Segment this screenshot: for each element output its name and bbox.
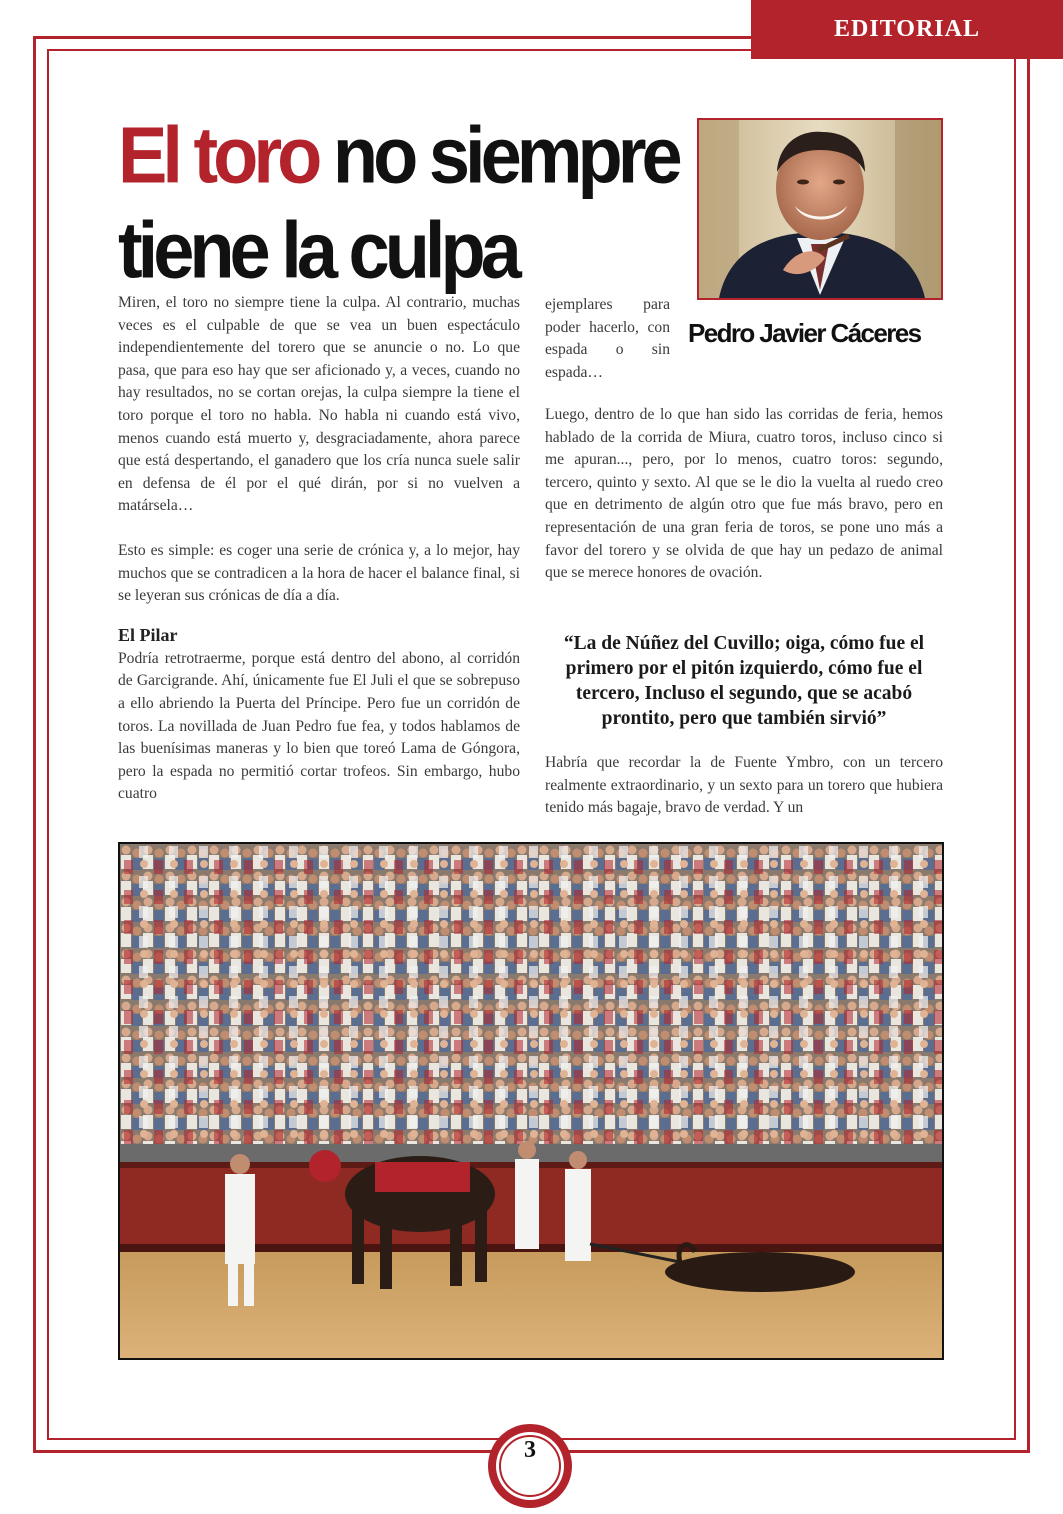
- section-label: EDITORIAL: [834, 16, 980, 42]
- right-column: [545, 404, 943, 585]
- paragraph: Habría que recordar la de Fuente Ymbro, con un tercero realmente extraordinario, y un sexto para un torero que hubiera tenido más bagaje, bravo de verdad. Y un: [545, 754, 943, 817]
- bullring-photo: [118, 842, 944, 1360]
- page-title: [118, 108, 688, 298]
- headline-highlight: El toro: [118, 110, 318, 200]
- paragraph: Miren, el toro no siempre tiene la culpa. Al contrario, muchas veces es el culpable de que se vea un buen espectáculo independientemente del torero que se anuncie o no. Lo que pasa, que para eso hay que ser aficionado y, a veces, cuando no hay resultados, no se cortan orejas, la culpa siempre la tiene el toro porque el toro no habla. No habla ni cuando está vivo, menos cuando está muerto y, desgraciadamente, ahora parece que está despertando, el ganadero que los cría nunca suele salir en defensa de él por el qué dirán, por si no vuelven a matársela…: [118, 294, 520, 515]
- paragraph: Luego, dentro de lo que han sido las corridas de feria, hemos hablado de la corrida de Miura, cuatro toros, incluso cinco si me apuran..., pero, por lo menos, cuatro toros: segundo, tercero, quinto y sexto. Al que se le dio la vuelta al ruedo creo que en detrimento de algún otro que fue más bravo, pero en representación de una gran feria de toros, se pone uno más a favor del torero y se olvida de que hay un pedazo de animal que se merece honores de ovación.: [545, 406, 943, 582]
- left-column: [118, 292, 520, 806]
- paragraph: ejemplares para poder hacerlo, con espada o sin espada…: [545, 296, 670, 381]
- section-tab: [751, 0, 1063, 59]
- right-column-top: [545, 294, 670, 384]
- paragraph: Podría retrotraerme, porque está dentro del abono, al corridón de Garcigrande. Ahí, únicamente fue El Juli el que se sobrepuso a ello abriendo la Puerta del Príncipe. Pero fue un corridón de toros. La novillada de Juan Pedro fue fea, y todos hablamos de las buenísimas maneras y lo bien que toreó Lama de Góngora, pero la espada no permitió cortar trofeos. Sin embargo, hubo cuatro: [118, 649, 520, 803]
- page-number: 3: [524, 1437, 536, 1463]
- page-number-badge: [487, 1423, 573, 1509]
- headline-rest: no siempre tiene la culpa: [118, 110, 678, 295]
- paragraph: Esto es simple: es coger una serie de crónica y, a lo mejor, hay muchos que se contradicen a la hora de hacer el balance final, si se leyeran sus crónicas de día a día.: [118, 541, 520, 605]
- section-subheading: El Pilar: [118, 624, 178, 645]
- pull-quote: “La de Núñez del Cuvillo; oiga, cómo fue el primero por el pitón izquierdo, cómo fue el tercero, Incluso el segundo, que se acabó prontito, pero que también sirvió”: [563, 633, 925, 729]
- author-photo: [697, 118, 943, 300]
- right-column-bottom: [545, 752, 943, 820]
- author-name: Pedro Javier Cáceres: [688, 318, 921, 348]
